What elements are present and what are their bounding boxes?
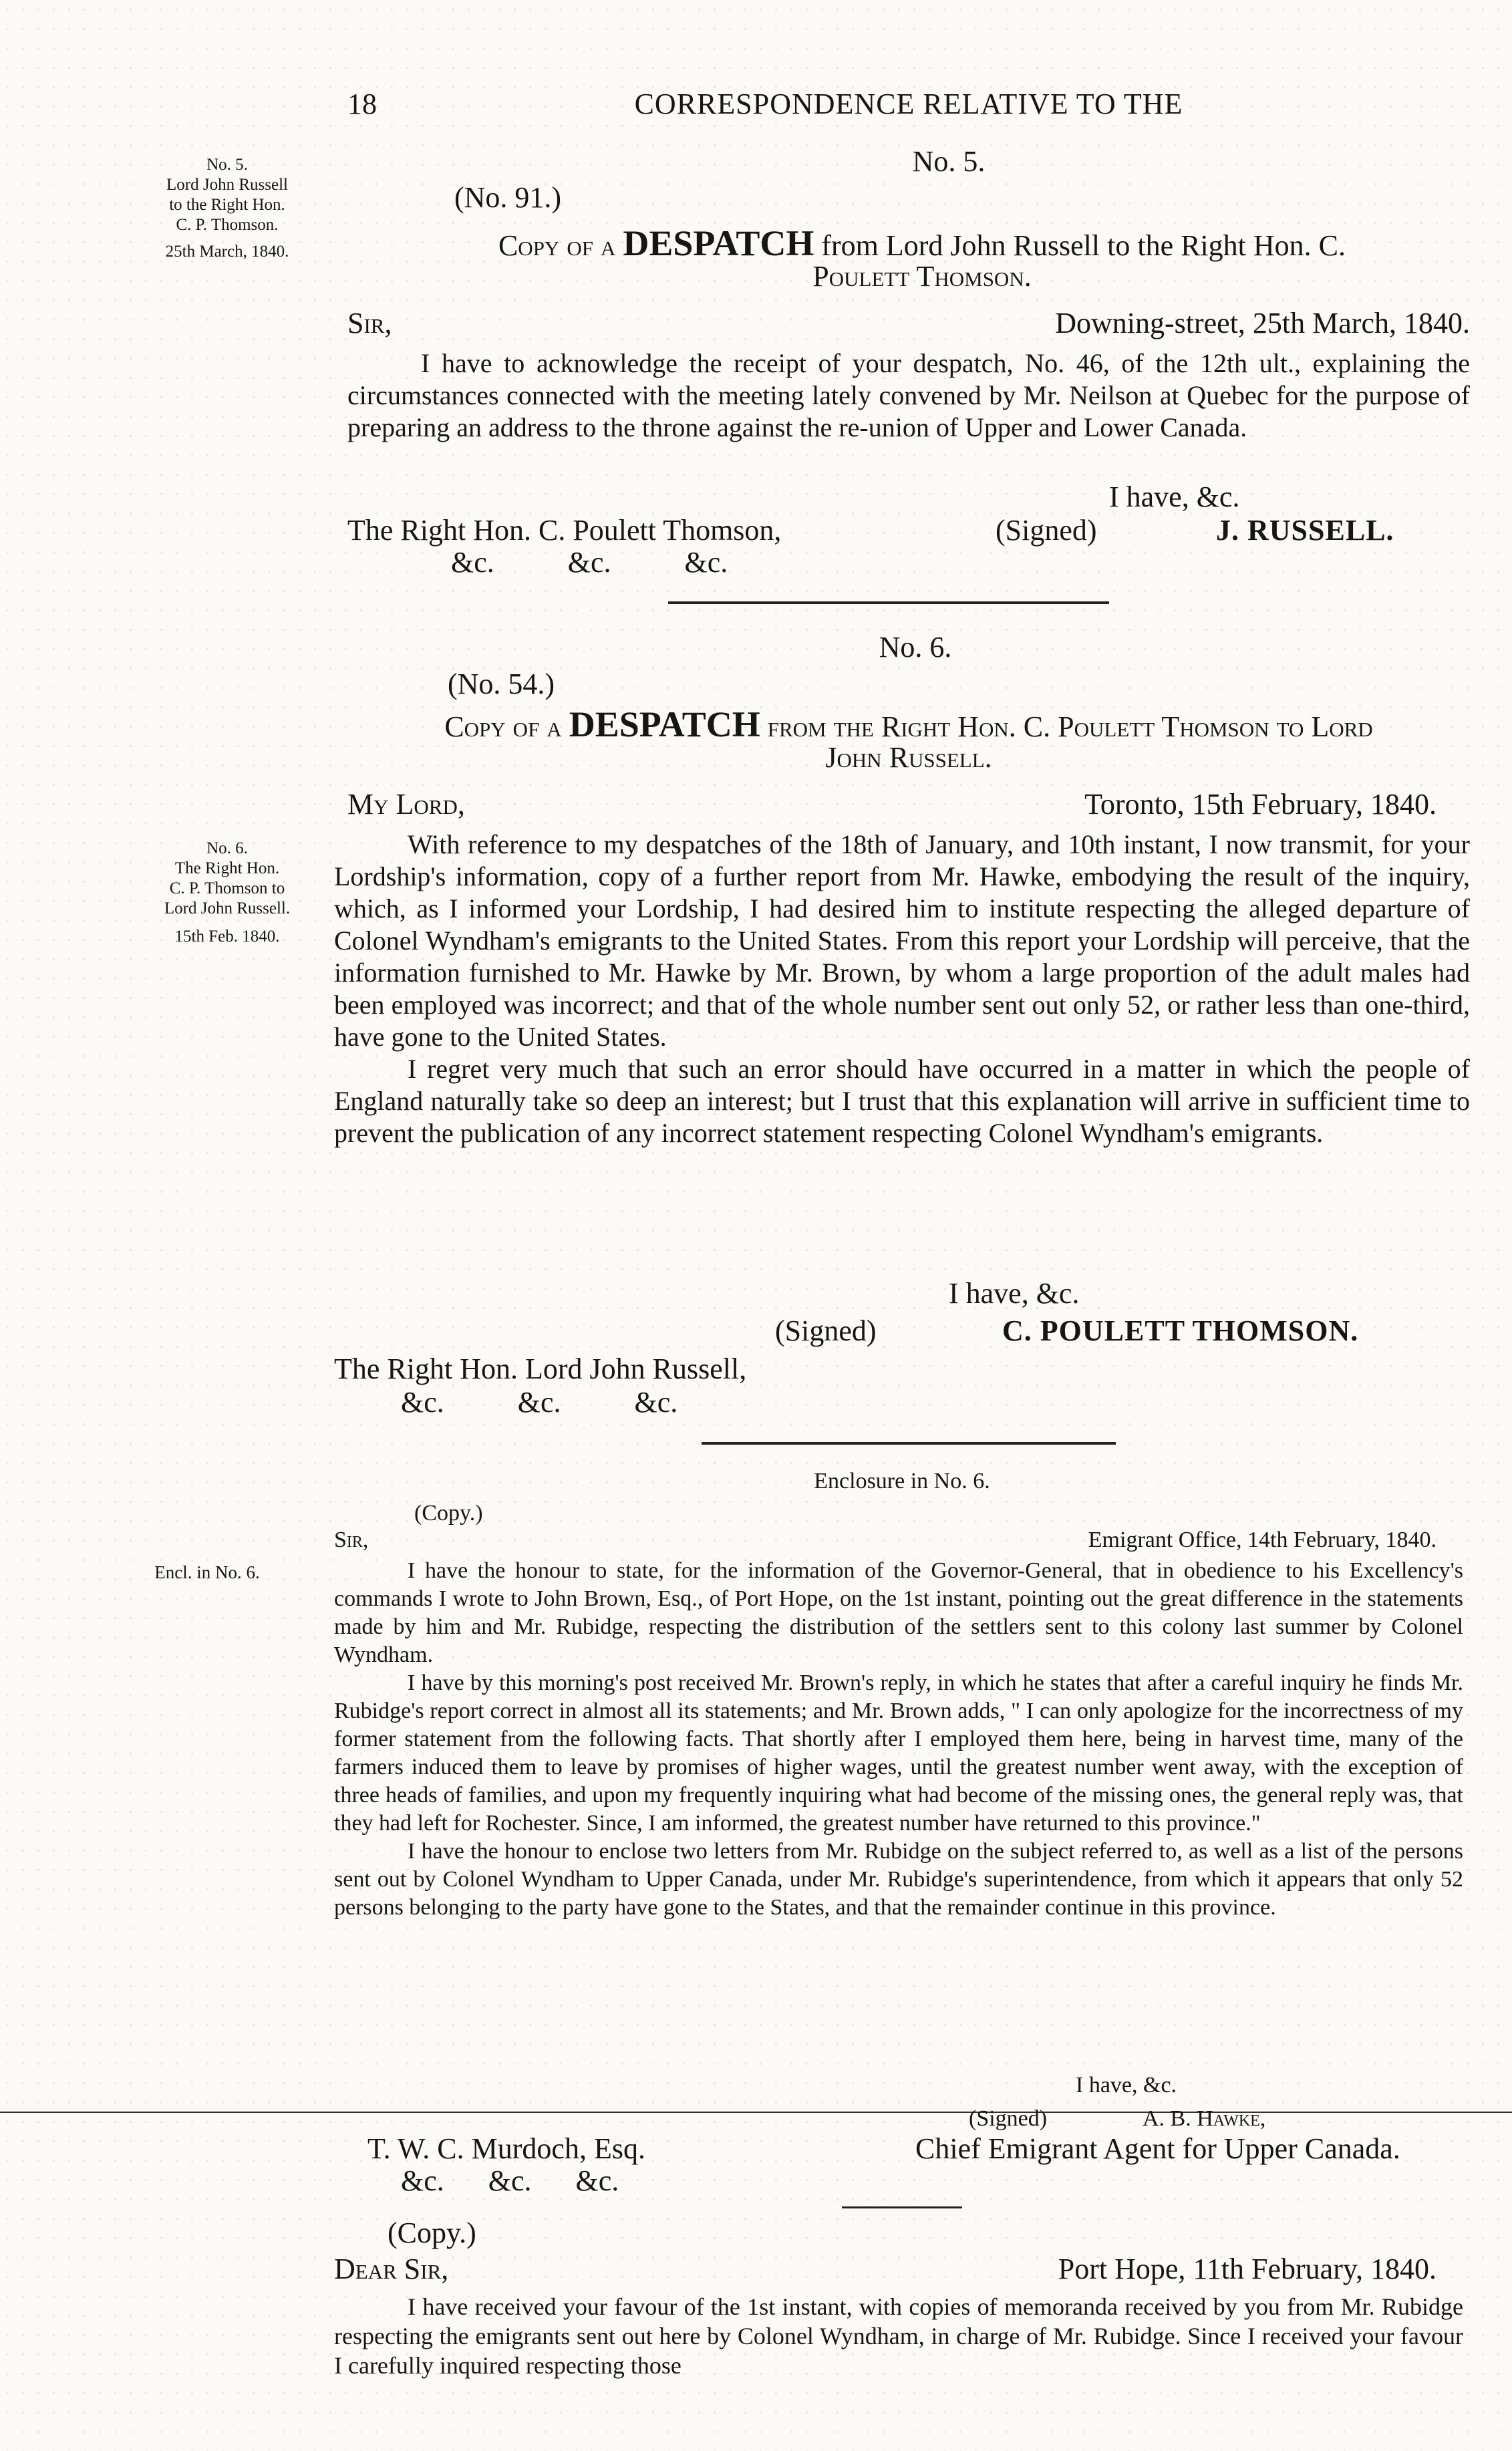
doc5-number: No. 5.	[912, 145, 986, 178]
doc5-addressee-etc: &c. &c. &c.	[451, 546, 728, 579]
enclosure-body: I have the honour to state, for the information of the Governor-General, that in obedience to his Excellency's commands I wrote to John Brown, Esq., of Port Hope, on the 1st instant, pointing out the great difference in the statements made by him and Mr. Rubidge, respecting the distribution of the settlers sent to this colony last summer by Colonel Wyndham. I have by this morning's post received Mr. Brown's reply, in which he states that after a careful inquiry he finds Mr. Rubidge's report correct in almost all its statements; and Mr. Brown adds, " I can only apologize for the incorrectness of my former statement from the following facts. That shortly after I employed them here, being in harvest time, many of the farmers induced them to leave by promises of higher wages, until the greatest number went away, with the exception of three heads of families, and upon my frequently inquiring what had become of the missing ones, the general reply was, that they had left for Rochester. Since, I am informed, the greatest number have returned to this province." I have the honour to enclose two letters from Mr. Rubidge on the subject referred to, as well as a list of the persons sent out by Colonel Wyndham to Upper Canada, under Mr. Rubidge's superintendence, from which it appears that only 52 persons belonging to the party have gone to the States, and that the remainder continue in this province.	[334, 1558, 1463, 1920]
letter2-body: I have received your favour of the 1st instant, with copies of memoranda received by you from Mr. Rubidge respecting the emigrants sent out here by Colonel Wyndham, in charge of Mr. Rubidge. Since I received your favour I carefully inquired respecting those	[334, 2293, 1463, 2379]
doc6-title: Copy of a DESPATCH from the Right Hon. C. Poulett Thomson to Lord	[444, 704, 1373, 744]
doc6-title-line2: John Russell.	[825, 741, 992, 774]
enclosure-signed: (Signed)	[969, 2106, 1048, 2131]
doc5-ref: (No. 91.)	[454, 181, 562, 214]
doc5-addressee: The Right Hon. C. Poulett Thomson,	[347, 514, 782, 547]
doc5-place-date: Downing-street, 25th March, 1840.	[1055, 307, 1470, 339]
doc5-signed: (Signed)	[996, 514, 1097, 547]
doc6-signature: C. POULETT THOMSON.	[1002, 1314, 1359, 1347]
section-divider	[842, 2206, 962, 2208]
enclosure-heading: Enclosure in No. 6.	[814, 1469, 990, 1493]
doc5-salutation: Sir,	[347, 307, 392, 339]
doc6-body: With reference to my despatches of the 18th of January, and 10th instant, I now transmit, for your Lordship's information, copy of a further report from Mr. Hawke, embodying the result of the inquiry, which, as I informed your Lordship, I had desired him to institute respecting the alleged departure of Colonel Wyndham's emigrants to the United States. From this report your Lordship will perceive, that the information furnished to Mr. Hawke by Mr. Brown, by whom a large proportion of the adult males had been employed was incorrect; and that of the whole number sent out only 52, or rather less than one-third, have gone to the United States. I regret very much that such an error should have occurred in a matter in which the people of England naturally take so deep an interest; but I trust that this explanation will arrive in sufficient time to prevent the publication of any incorrect statement respecting Colonel Wyndham's emigrants.	[334, 829, 1470, 1148]
section-divider	[702, 1442, 1116, 1445]
running-title: CORRESPONDENCE RELATIVE TO THE	[634, 88, 1183, 120]
doc5-title-line2: Poulett Thomson.	[812, 260, 1032, 293]
margin-note-no6: No. 6. The Right Hon. C. P. Thomson to Lord John Russell. 15th Feb. 1840.	[164, 839, 291, 946]
page-number: 18	[347, 88, 377, 120]
enclosure-closing: I have, &c.	[1076, 2073, 1177, 2098]
enclosure-addressee-etc: &c. &c. &c.	[401, 2164, 619, 2197]
letter2-copy-label: (Copy.)	[388, 2216, 476, 2249]
enclosure-signature: A. B. Hawke,	[1143, 2106, 1266, 2131]
doc6-salutation: My Lord,	[347, 788, 465, 821]
margin-note-no5: No. 5. Lord John Russell to the Right Hon. C. P. Thomson. 25th March, 1840.	[165, 156, 289, 261]
doc6-signed: (Signed)	[775, 1314, 877, 1347]
doc5-title: Copy of a DESPATCH from Lord John Russell to the Right Hon. C.	[498, 223, 1346, 263]
enclosure-signature-title: Chief Emigrant Agent for Upper Canada.	[915, 2132, 1400, 2165]
doc5-body: I have to acknowledge the receipt of your despatch, No. 46, of the 12th ult., explaining the circumstances connected with the meeting lately convened by Mr. Neilson at Quebec for the purpose of preparing an address to the throne against the re-union of Upper and Lower Canada.	[347, 348, 1470, 442]
doc6-ref: (No. 54.)	[448, 668, 555, 700]
doc6-number: No. 6.	[879, 631, 952, 664]
doc5-closing: I have, &c.	[1109, 480, 1240, 513]
doc6-closing: I have, &c.	[949, 1277, 1080, 1310]
enclosure-addressee: T. W. C. Murdoch, Esq.	[367, 2132, 645, 2165]
page-fold-line	[0, 2112, 1512, 2113]
enclosure-salutation: Sir,	[334, 1528, 369, 1552]
letter2-salutation: Dear Sir,	[334, 2253, 449, 2285]
margin-note-enclosure: Encl. in No. 6.	[154, 1562, 260, 1582]
section-divider	[668, 601, 1109, 604]
doc6-place-date: Toronto, 15th February, 1840.	[1084, 788, 1437, 821]
enclosure-place-date: Emigrant Office, 14th February, 1840.	[1088, 1528, 1437, 1552]
doc6-addressee-etc: &c. &c. &c.	[401, 1386, 678, 1419]
doc5-signature: J. RUSSELL.	[1216, 514, 1394, 547]
enclosure-copy-label: (Copy.)	[414, 1501, 483, 1526]
letter2-place-date: Port Hope, 11th February, 1840.	[1058, 2253, 1437, 2285]
doc6-addressee: The Right Hon. Lord John Russell,	[334, 1352, 747, 1385]
